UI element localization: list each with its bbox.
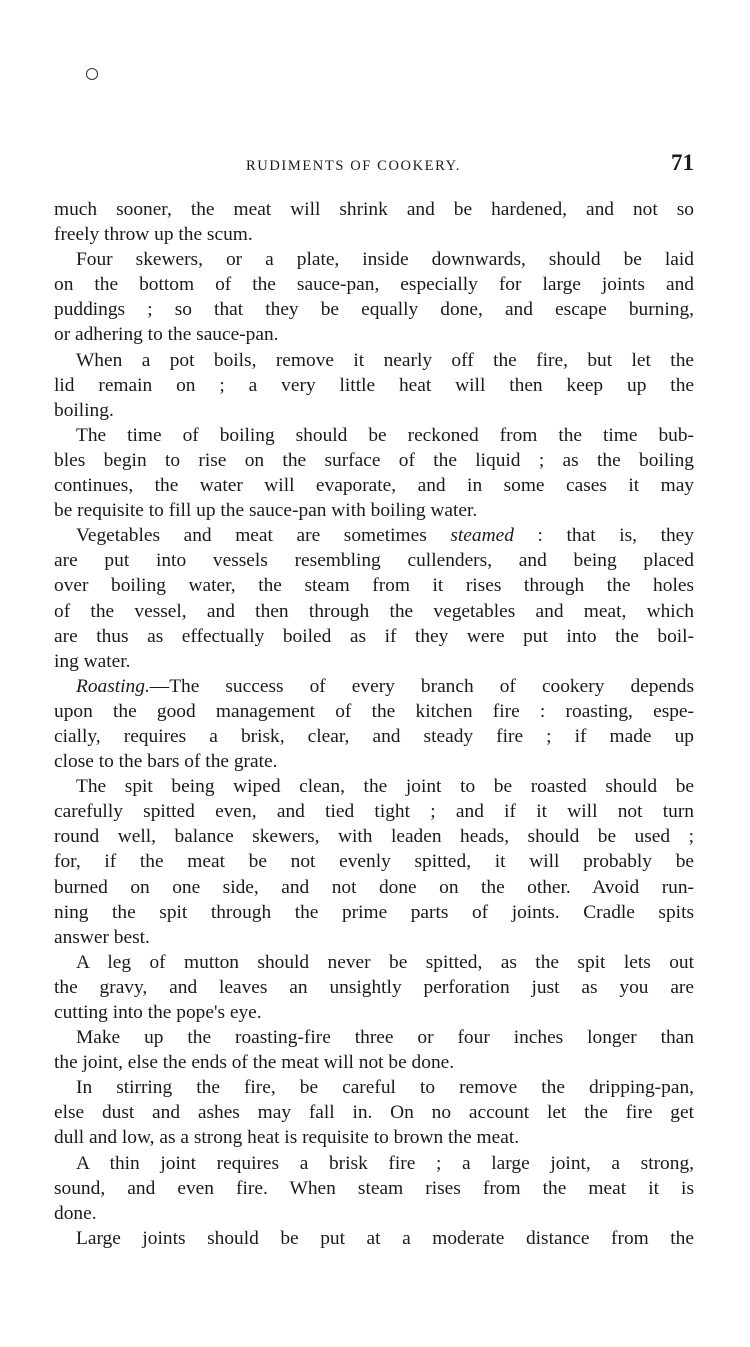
text-line: else dust and ashes may fall in. On no account let the fire get: [54, 1102, 694, 1124]
text-line: Vegetables and meat are sometimes steamed : that is, they: [76, 525, 694, 547]
text-line: bles begin to rise on the surface of the liquid ; as the boiling: [54, 449, 694, 471]
text-line: ing water.: [54, 650, 131, 672]
text-line: lid remain on ; a very little heat will then keep up the: [54, 374, 694, 396]
text-line: ning the spit through the prime parts of joints. Cradle spits: [54, 901, 694, 923]
running-title: RUDIMENTS OF COOKERY.: [246, 158, 462, 174]
text-line: carefully spitted even, and tied tight ; and if it will not turn: [54, 801, 694, 823]
text-line: sound, and even fire. When steam rises from the meat it is: [54, 1177, 694, 1199]
text-line: freely throw up the scum.: [54, 224, 253, 246]
text-line: for, if the meat be not evenly spitted, it will probably be: [54, 851, 694, 873]
text-line: close to the bars of the grate.: [54, 751, 278, 773]
text-line: A thin joint requires a brisk fire ; a large joint, a strong,: [76, 1152, 694, 1174]
text-line: Make up the roasting-fire three or four inches longer than: [76, 1027, 694, 1049]
text-line: dull and low, as a strong heat is requisite to brown the meat.: [54, 1127, 520, 1149]
text-line: done.: [54, 1202, 97, 1224]
text-line: on the bottom of the sauce-pan, especially for large joints and: [54, 274, 694, 296]
text-line: continues, the water will evaporate, and in some cases it may: [54, 475, 694, 497]
text-line: the gravy, and leaves an unsightly perforation just as you are: [54, 976, 694, 998]
text-line: be requisite to fill up the sauce-pan with boiling water.: [54, 500, 478, 522]
text-line: the joint, else the ends of the meat will not be done.: [54, 1052, 455, 1074]
page-number: 71: [671, 150, 694, 175]
text-line: much sooner, the meat will shrink and be hardened, and not so: [54, 199, 694, 220]
text-line: burned on one side, and not done on the other. Avoid run-: [54, 876, 694, 898]
text-line: over boiling water, the steam from it rises through the holes: [54, 575, 694, 597]
text-line: The spit being wiped clean, the joint to be roasted should be: [76, 776, 694, 798]
margin-ring-mark: [86, 68, 98, 80]
text-line: or adhering to the sauce-pan.: [54, 324, 279, 346]
text-line: round well, balance skewers, with leaden heads, should be used ;: [54, 826, 694, 848]
text-line: answer best.: [54, 926, 150, 948]
text-line: cutting into the pope's eye.: [54, 1002, 262, 1023]
text-line: Four skewers, or a plate, inside downwards, should be laid: [76, 249, 694, 271]
running-head: [54, 150, 694, 180]
text-line: Large joints should be put at a moderate distance from the: [76, 1227, 694, 1249]
text-line: of the vessel, and then through the vegetables and meat, which: [54, 600, 694, 622]
text-line: The time of boiling should be reckoned from the time bub-: [76, 424, 694, 446]
text-line: In stirring the fire, be careful to remove the dripping-pan,: [76, 1077, 694, 1099]
text-line: When a pot boils, remove it nearly off the fire, but let the: [76, 349, 694, 371]
text-line: boiling.: [54, 399, 114, 421]
text-line: Roasting.—The success of every branch of cookery depends: [76, 675, 694, 697]
text-line: cially, requires a brisk, clear, and steady fire ; if made up: [54, 725, 694, 747]
text-line: puddings ; so that they be equally done, and escape burning,: [54, 299, 694, 321]
text-line: A leg of mutton should never be spitted, as the spit lets out: [76, 951, 694, 973]
text-line: are put into vessels resembling cullenders, and being placed: [54, 550, 694, 572]
text-line: are thus as effectually boiled as if they were put into the boil-: [54, 625, 694, 647]
body-text: [54, 197, 694, 1251]
text-line: upon the good management of the kitchen fire : roasting, espe-: [54, 700, 694, 722]
